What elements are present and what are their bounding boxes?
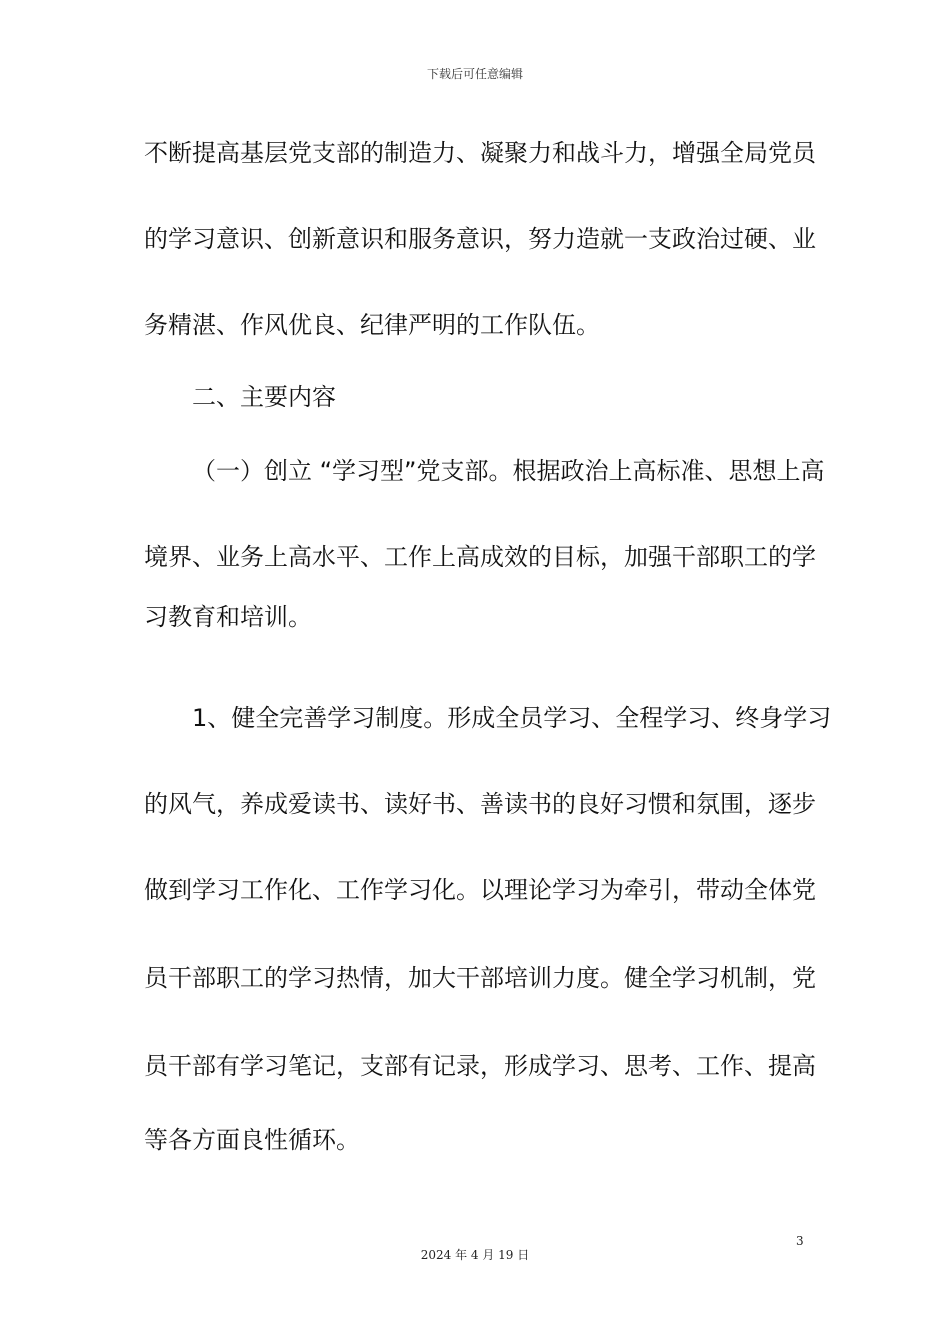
body-line-11: 员干部职工的学习热情，加大干部培训力度。健全学习机制，党 <box>144 964 816 992</box>
body-line-5: （一）创立 “学习型”党支部。根据政治上高标准、思想上高 <box>192 457 825 485</box>
body-line-7: 习教育和培训。 <box>144 603 312 631</box>
page-header-note: 下载后可任意编辑 <box>426 67 523 81</box>
footer-date: 2024 年 4 月 19 日 <box>420 1248 530 1262</box>
body-line-12: 员干部有学习笔记，支部有记录，形成学习、思考、工作、提高 <box>144 1052 816 1080</box>
body-line-13: 等各方面良性循环。 <box>144 1126 360 1154</box>
body-line-6: 境界、业务上高水平、工作上高成效的目标，加强干部职工的学 <box>144 543 816 571</box>
body-line-2: 的学习意识、创新意识和服务意识，努力造就一支政治过硬、业 <box>144 225 816 253</box>
body-line-3: 务精湛、作风优良、纪律严明的工作队伍。 <box>144 311 600 339</box>
body-line-1: 不断提高基层党支部的制造力、凝聚力和战斗力，增强全局党员 <box>144 139 816 167</box>
page-number: 3 <box>796 1234 804 1248</box>
section-heading: 二、主要内容 <box>192 383 336 411</box>
body-line-8: 1、健全完善学习制度。形成全员学习、全程学习、终身学习 <box>192 704 832 732</box>
body-line-9: 的风气，养成爱读书、读好书、善读书的良好习惯和氛围，逐步 <box>144 790 816 818</box>
body-line-10: 做到学习工作化、工作学习化。以理论学习为牵引，带动全体党 <box>144 876 816 904</box>
